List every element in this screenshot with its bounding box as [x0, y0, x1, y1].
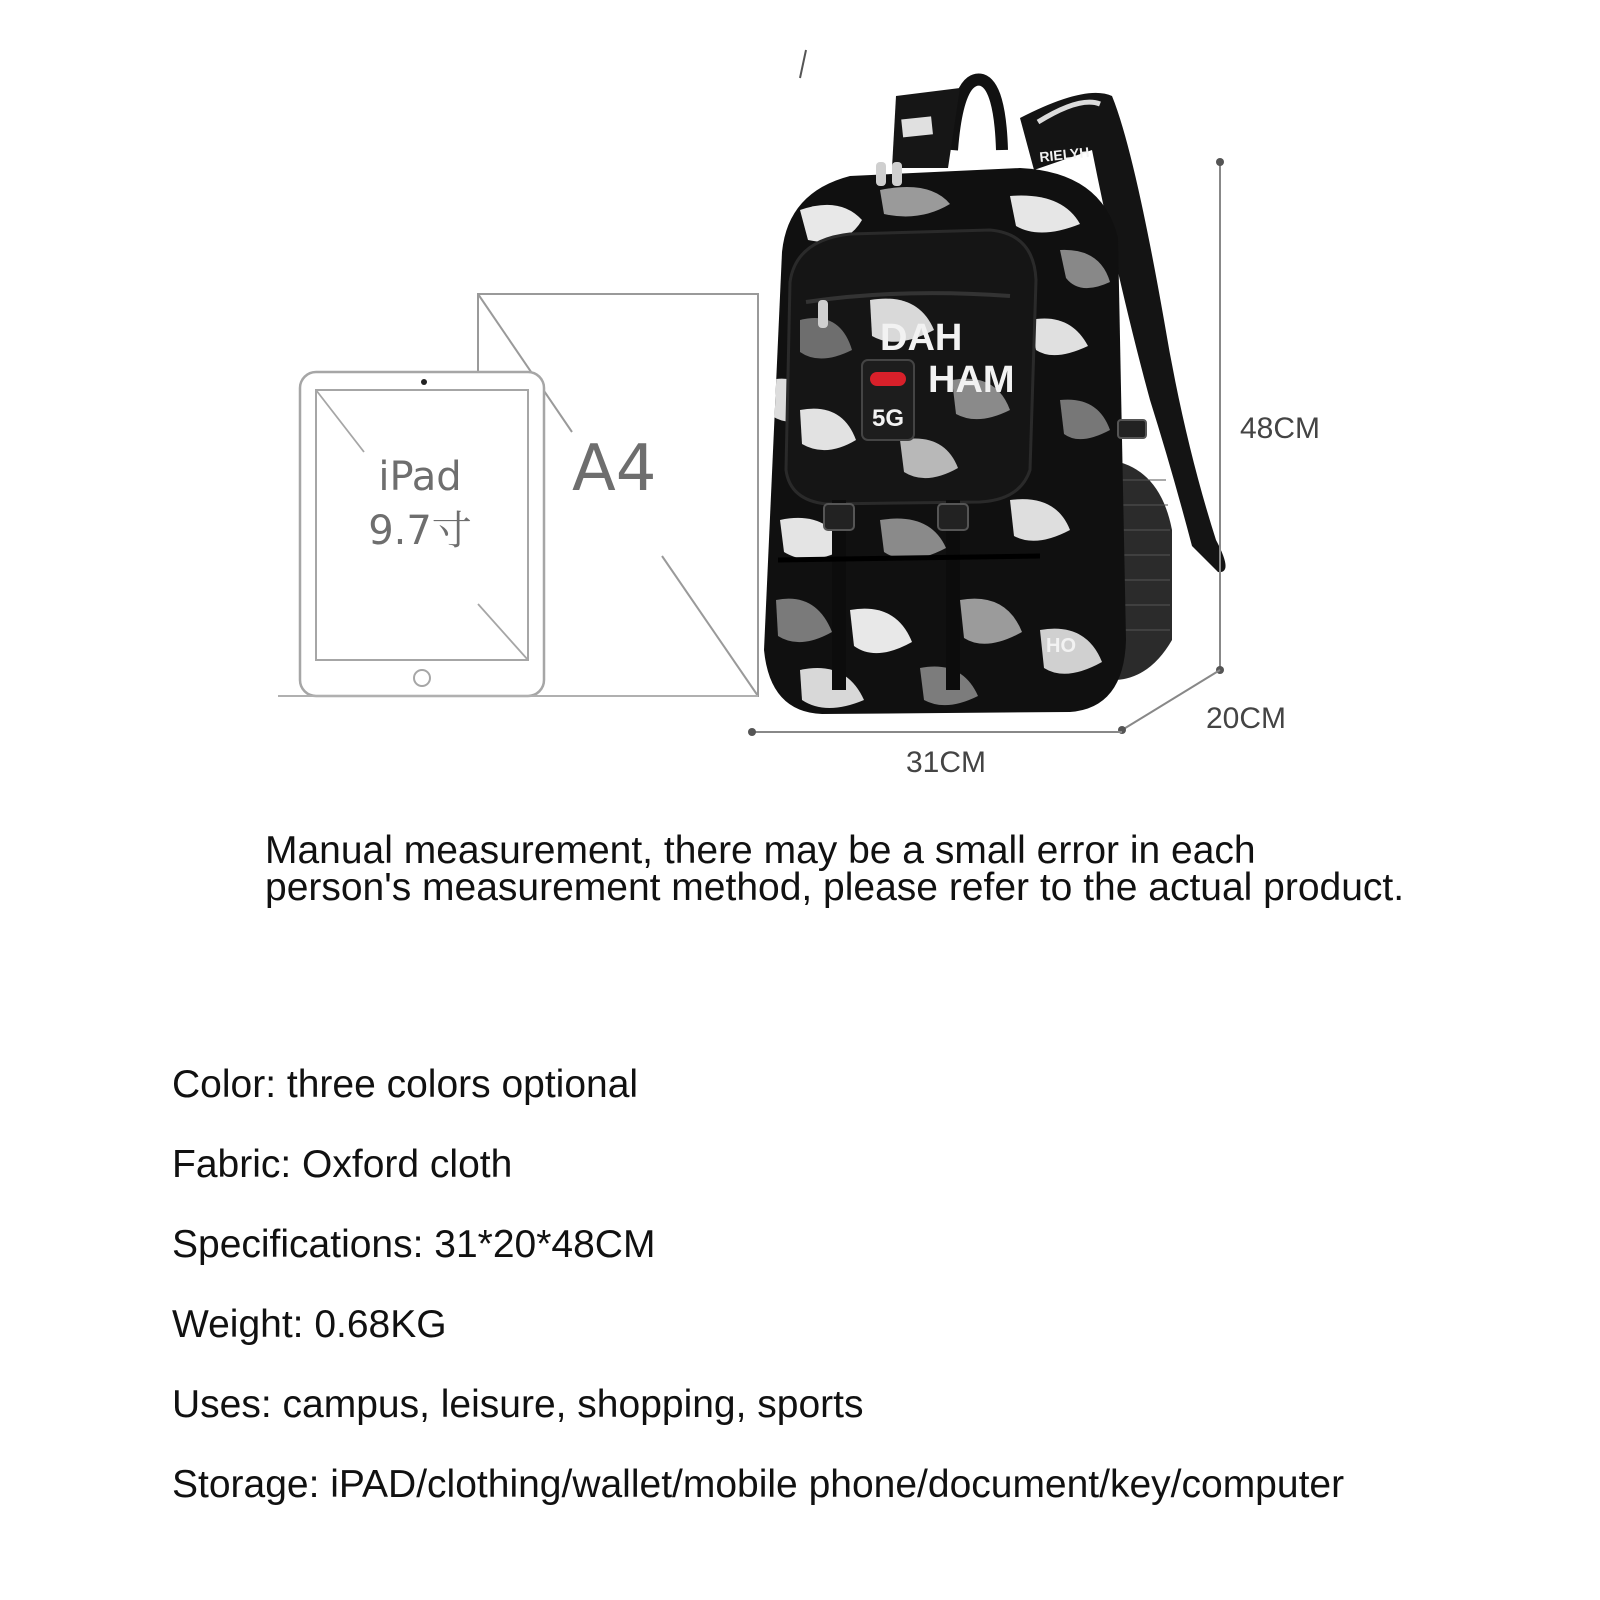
zipper-pull-icon — [818, 300, 828, 328]
ipad-label-line2: 9.7寸 — [368, 508, 472, 554]
product-spec-list — [172, 1062, 1344, 1542]
ipad-camera-icon — [421, 379, 427, 385]
side-buckle-icon — [1118, 420, 1146, 438]
measurement-note-line1: Manual measurement, there may be a small error in each — [265, 829, 1256, 872]
stray-mark — [800, 50, 806, 78]
spec-uses: Uses: campus, leisure, shopping, sports — [172, 1383, 864, 1426]
bag-strap-print: RIELYH — [1038, 143, 1091, 165]
spec-fabric: Fabric: Oxford cloth — [172, 1143, 513, 1186]
bag-side-print: HO — [1046, 635, 1076, 657]
badge-red-stripe-icon — [870, 372, 906, 386]
top-zipper-pull-icon — [876, 162, 886, 186]
bag-brand-line2: HAM — [928, 359, 1015, 401]
backpack-photo — [764, 80, 1226, 714]
a4-label: A4 — [572, 432, 657, 506]
width-dimension-label: 31CM — [906, 746, 987, 779]
measurement-note — [265, 829, 1585, 909]
ipad-label-line1: iPad — [378, 454, 462, 500]
spec-specifications: Specifications: 31*20*48CM — [172, 1223, 656, 1266]
measurement-note-line2: person's measurement method, please refer to the actual product. — [265, 866, 1405, 909]
spec-color: Color: three colors optional — [172, 1063, 639, 1106]
spec-weight: Weight: 0.68KG — [172, 1303, 447, 1346]
depth-dimension-label: 20CM — [1206, 702, 1287, 735]
bag-badge-label: 5G — [872, 405, 905, 432]
bag-brand-line1: DAH — [880, 317, 963, 359]
spec-storage: Storage: iPAD/clothing/wallet/mobile phone/document/key/computer — [172, 1463, 1345, 1506]
height-dimension-label: 48CM — [1240, 412, 1321, 445]
